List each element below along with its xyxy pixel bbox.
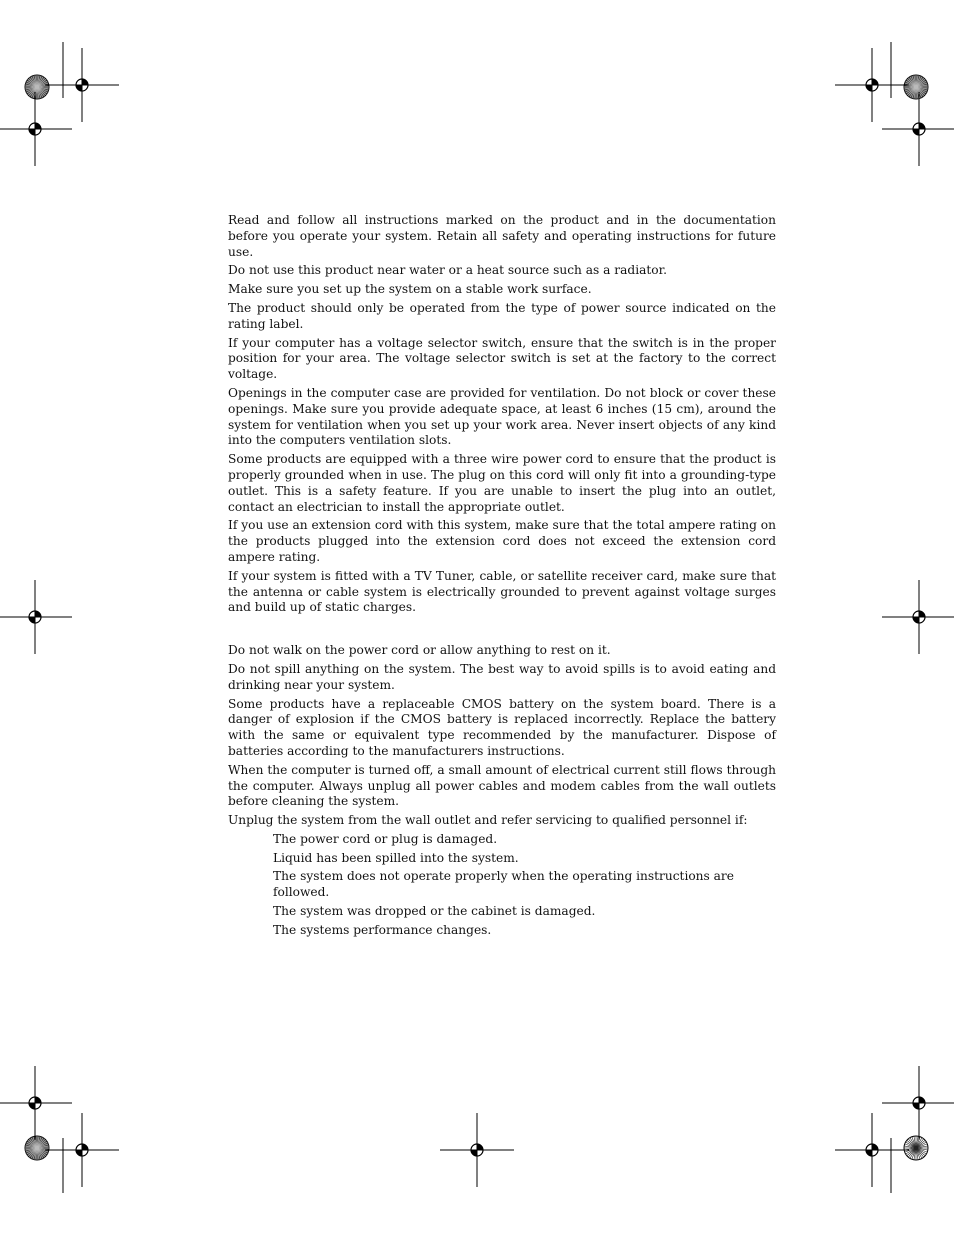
paragraph: The product should only be operated from the type of power source indicated on the rating label. [228, 300, 776, 331]
crosshair-target-icon [45, 1113, 119, 1187]
paragraph: If your computer has a voltage selector switch, ensure that the switch is in the proper position for your area. The voltage selector switch is set at the factory to the correct voltage. [228, 335, 776, 382]
starburst-registration-icon [25, 1136, 49, 1160]
paragraph: Unplug the system from the wall outlet and refer servicing to qualified personnel if: [228, 813, 748, 828]
paragraph: When the computer is turned off, a small amount of electrical current still flows through the computer. Always unplug all power cables and modem cables from the wall outlets before cleaning the system. [228, 762, 776, 809]
starburst-registration-icon [904, 1136, 928, 1160]
paragraph: Do not spill anything on the system. The best way to avoid spills is to avoid eating and drinking near your system. [228, 661, 776, 692]
list-item: The system does not operate properly when the operating instructions are followed. [273, 869, 734, 900]
crosshair-target-icon [835, 48, 909, 122]
starburst-registration-icon [904, 75, 928, 99]
list-item: Liquid has been spilled into the system. [273, 850, 519, 865]
list-item: The systems performance changes. [273, 922, 492, 937]
paragraph: Some products are equipped with a three wire power cord to ensure that the product is properly grounded when in use. The plug on this cord will only fit into a grounding-type outlet. This is a safety feature. If you are unable to insert the plug into an outlet, contact an electrician to install the appropriate outlet. [228, 452, 776, 514]
paragraph: Some products have a replaceable CMOS battery on the system board. There is a danger of explosion if the CMOS battery is replaced incorrectly. Replace the battery with the same or equivalent type recommended by the manufacturer. Dispose of batteries according to the manufacturers instructions. [228, 696, 776, 758]
crosshair-target-icon [882, 580, 954, 654]
paragraph: Openings in the computer case are provided for ventilation. Do not block or cover these openings. Make sure you provide adequate space, at least 6 inches (15 cm), around the system for ventilation when you set up your work area. Never insert objects of any kind into the computers ventilation slots. [228, 385, 776, 448]
crosshair-target-icon [0, 580, 72, 654]
list-item: The system was dropped or the cabinet is damaged. [273, 904, 596, 919]
crosshair-target-icon [0, 1066, 72, 1140]
crosshair-target-icon [440, 1113, 514, 1187]
crosshair-target-icon [835, 1113, 909, 1187]
service-conditions-list [228, 832, 776, 939]
paragraph: Do not use this product near water or a heat source such as a radiator. [228, 263, 667, 278]
paragraph: If your system is fitted with a TV Tuner, cable, or satellite receiver card, make sure that the antenna or cable system is electrically grounded to prevent against voltage surges and build up of static charges. [228, 568, 776, 615]
crosshair-target-icon [882, 1066, 954, 1140]
list-item: The power cord or plug is damaged. [273, 831, 498, 846]
safety-section-top [228, 213, 776, 616]
paragraph: Read and follow all instructions marked on the product and in the documentation before you operate your system. Retain all safety and operating instructions for future use. [228, 213, 776, 259]
starburst-registration-icon [25, 75, 49, 99]
safety-instructions [228, 213, 776, 942]
crosshair-target-icon [0, 92, 72, 166]
paragraph: Do not walk on the power cord or allow anything to rest on it. [228, 643, 611, 658]
crosshair-target-icon [45, 48, 119, 122]
safety-section-bottom [228, 643, 776, 829]
paragraph: Make sure you set up the system on a stable work surface. [228, 282, 592, 297]
crosshair-target-icon [882, 92, 954, 166]
paragraph: If you use an extension cord with this system, make sure that the total ampere rating on the products plugged into the extension cord does not exceed the extension cord ampere rating. [228, 518, 776, 564]
